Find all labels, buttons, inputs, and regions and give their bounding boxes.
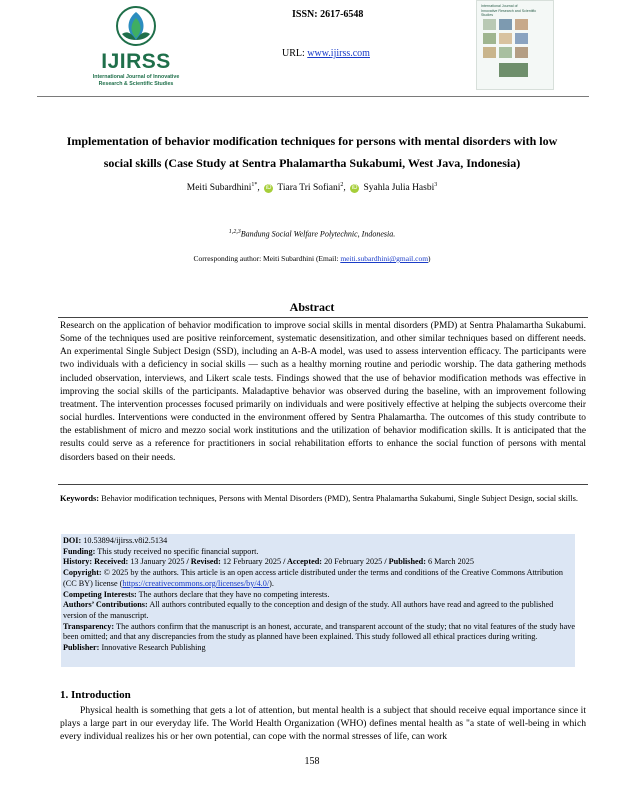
- logo-tagline: [66, 74, 206, 88]
- introduction-heading: 1. Introduction: [60, 689, 131, 701]
- copyright-text: © 2025 by the authors. This article is an open access article distributed under the terms and conditions of the Creative Commons Attribution (CC BY) license (: [63, 568, 563, 588]
- publisher-row: [63, 643, 575, 654]
- received-date: 13 January 2025: [130, 557, 185, 567]
- title-line-1: Implementation of behavior modification techniques for persons with mental disorders with low: [66, 134, 558, 148]
- orcid-icon[interactable]: iD: [351, 185, 358, 192]
- publisher-value: Innovative Research Publishing: [101, 643, 206, 653]
- introduction-text: Physical health is something that gets a lot of attention, but mental health is a subject that should receive equal importance since it plays a large part in our everyday life. The World Health Organization (WHO) defines mental health as "a state of well-being in which every individual realizes his or her own potential, can cope with the normal stresses of life, can work: [60, 705, 586, 743]
- transparency-row: [63, 622, 575, 643]
- cover-image: [515, 19, 528, 30]
- competing-label: Competing Interests:: [63, 589, 137, 599]
- copyright-row: [63, 568, 575, 589]
- cover-image: [499, 47, 512, 58]
- orcid-icon[interactable]: iD: [265, 185, 272, 192]
- cover-image: [499, 33, 512, 44]
- author-name: Meiti Subardhini: [186, 183, 252, 194]
- publisher-label: Publisher:: [63, 643, 100, 653]
- contributions-row: [63, 600, 575, 621]
- keywords-label: Keywords:: [60, 494, 100, 503]
- competing-text: The authors declare that they have no competing interests.: [138, 589, 330, 599]
- doi-row: [63, 536, 575, 547]
- corresponding-author: [100, 254, 524, 263]
- affiliation-sup: 1,2,3: [228, 229, 241, 235]
- cover-image: [515, 47, 528, 58]
- corresponding-prefix: Corresponding author: Meiti Subardhini (Email:: [193, 254, 339, 263]
- cover-image: [515, 33, 528, 44]
- copyright-end: ).: [269, 578, 274, 588]
- keywords: [60, 493, 582, 506]
- cover-image: [483, 47, 496, 58]
- affiliation: [120, 229, 504, 239]
- url-label: URL:: [282, 48, 305, 59]
- cover-title-1: International Journal of: [481, 4, 518, 8]
- published-date: 6 March 2025: [428, 557, 474, 567]
- cover-image: [499, 63, 528, 77]
- journal-logo: [66, 4, 206, 104]
- title-line-2: social skills (Case Study at Sentra Phalamartha Sukabumi, West Java, Indonesia): [103, 156, 521, 170]
- copyright-label: Copyright:: [63, 568, 102, 578]
- journal-cover-thumbnail: [476, 0, 554, 90]
- transparency-text: The authors confirm that the manuscript is an honest, accurate, and transparent account of the study; that no vital features of the study have been omitted; and that any discrepancies from the study as planned have been explained. This study followed all ethical practices during writing.: [63, 621, 575, 642]
- history-row: [63, 557, 575, 568]
- logo-leaf-icon: [114, 4, 158, 48]
- article-title: [40, 130, 584, 174]
- affiliation-text: Bandung Social Welfare Polytechnic, Indonesia.: [240, 229, 396, 239]
- accepted-date: 20 February 2025: [324, 557, 383, 567]
- corresponding-email-link[interactable]: meiti.subardhini@gmail.com: [340, 254, 429, 263]
- funding-row: [63, 547, 575, 558]
- revised-label: / Revised:: [186, 557, 221, 567]
- cover-image: [483, 19, 496, 30]
- published-label: / Published:: [384, 557, 426, 567]
- cover-image: [483, 33, 496, 44]
- author-list: Meiti Subardhini$^{1*}$, iD Tiara Tri Sofiani$^2$, iD Syahla Julia Hasbi$^3$: [186, 182, 438, 194]
- abstract-text: Research on the application of behavior modification to improve social skills in mental disorders (PMD) at Sentra Phalamartha Sukabumi. Some of the techniques used are positive reinforcement, systematic desensitization, and other similar techniques based on different needs. An experimental Single Subject Design (SSD), including an A-B-A model, was used to assess intervention efficacy. The participants were two individuals with a deficiency in social skills — such as a healthy morning routine and periodic worship. The data gathering methods included observation, interviews, and Likert scale tests. Findings showed that the use of behavior modification methods was effective in improving the social skills of the participants. Maladaptive behavior was observed during the baseline, with an improvement following treatment. The intervention processes focused primarily on individuals and were positively effective at helping the subjects overcome their social hurdles. Interventions were conducted in the environment offered by Sentra Phalamartha. The outcomes of this study contribute to the establishment of micro and mezzo social work institutions and the utilization of behavior modification skills. It is anticipated that the results could serve as a reference for practitioners in social rehabilitation efforts to enhance the social function of persons with mental disorders based on their needs.: [60, 321, 586, 463]
- competing-row: [63, 590, 575, 601]
- issn: ISSN: 2617-6548: [292, 9, 364, 20]
- history-label: History: Received:: [63, 557, 129, 567]
- cover-title-2: Innovative Research and Scientific Studies: [481, 8, 537, 17]
- transparency-label: Transparency:: [63, 621, 115, 631]
- contributions-text: All authors contributed equally to the conception and design of the study. All authors have read and agreed to the published version of the manuscript.: [63, 600, 554, 620]
- page-number: 158: [304, 756, 320, 767]
- funding-label: Funding:: [63, 546, 96, 556]
- journal-url-link[interactable]: www.ijirss.com: [307, 48, 370, 59]
- corresponding-suffix: ): [428, 254, 431, 263]
- author-sup: 3: [434, 182, 438, 188]
- author-sup: 2: [340, 182, 344, 188]
- author-name: Syahla Julia Hasbi: [363, 183, 435, 194]
- doi-value[interactable]: 10.53894/ijirss.v8i2.5134: [83, 536, 168, 545]
- author-name: Tiara Tri Sofiani: [277, 183, 341, 194]
- contributions-label: Authors’ Contributions:: [63, 600, 148, 610]
- logo-name: IJIRSS: [101, 50, 171, 73]
- abstract-rule-bottom: [58, 484, 588, 485]
- keywords-text: Behavior modification techniques, Persons with Mental Disorders (PMD), Sentra Phalamartha Sukabumi, Single Subject Design, social skills.: [101, 494, 579, 503]
- article-metadata-box: [61, 534, 575, 667]
- doi-label: DOI:: [63, 536, 82, 545]
- funding-value: This study received no specific financial support.: [97, 546, 259, 556]
- cover-title: [481, 4, 541, 18]
- revised-date: 12 February 2025: [222, 557, 282, 567]
- accepted-label: / Accepted:: [283, 557, 323, 567]
- header-divider: [37, 96, 589, 97]
- license-link[interactable]: https://creativecommons.org/licenses/by/4.0/: [122, 578, 270, 588]
- cover-image: [499, 19, 512, 30]
- abstract-heading: Abstract: [289, 300, 335, 314]
- journal-url-line: [282, 48, 370, 59]
- logo-tagline-2: Research & Scientific Studies: [98, 81, 174, 87]
- abstract-rule-top: [58, 317, 588, 318]
- logo-tagline-1: International Journal of Innovative: [92, 74, 180, 80]
- author-sup: 1*: [251, 182, 258, 188]
